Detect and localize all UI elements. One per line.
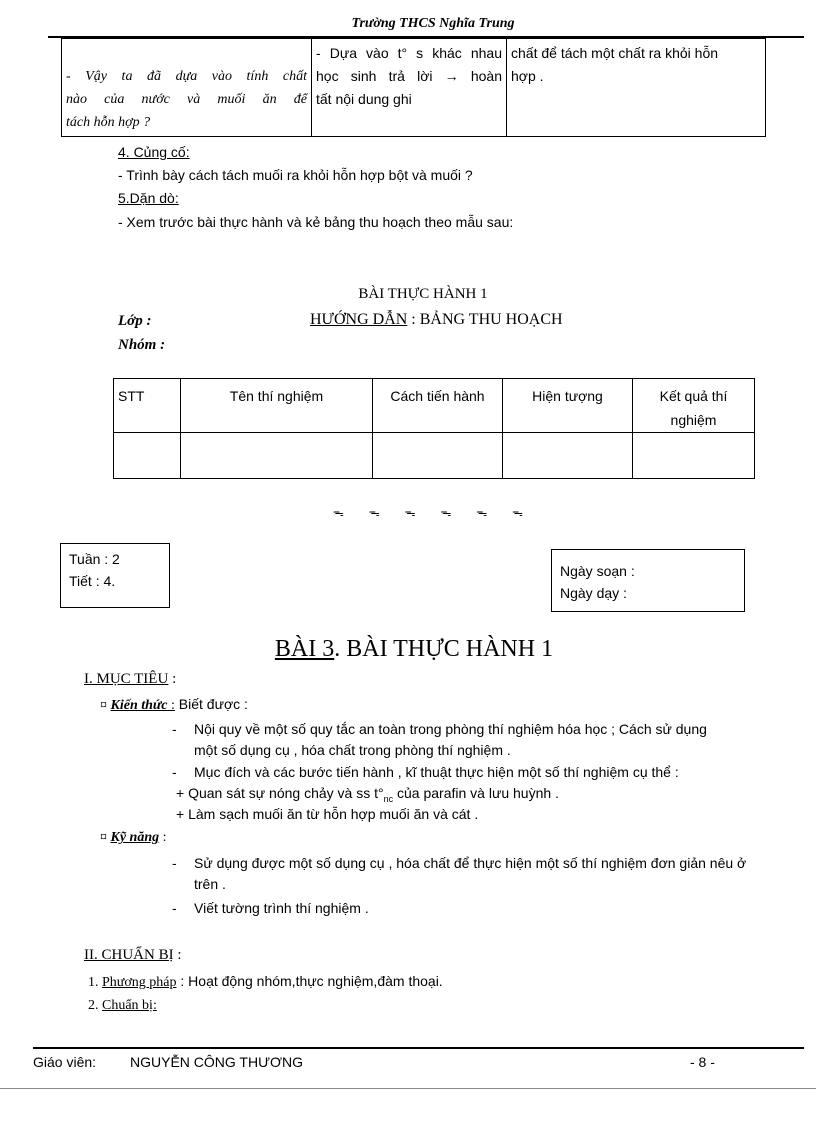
- question-line-2: nào của nước và muối ăn để: [66, 92, 307, 107]
- page-bottom-edge: [0, 1088, 816, 1089]
- report-col-name: Tên thí nghiệm: [181, 379, 373, 433]
- lesson-number: BÀI 3: [274, 636, 335, 662]
- page-header-school: Trường THCS Nghĩa Trung: [351, 16, 515, 31]
- dash-4: -: [172, 900, 177, 916]
- report-cell-empty: [633, 433, 755, 479]
- homework-item: - Xem trước bài thực hành và kẻ bảng thu hoạch theo mẫu sau:: [118, 214, 514, 230]
- knowledge-line: ¤ Kiến thức : Biết được :: [100, 696, 248, 713]
- student-line-2: học sinh trả lời → hoàn: [316, 68, 502, 84]
- page-number: - 8 -: [690, 1054, 715, 1070]
- activity-question-cell: [62, 39, 312, 137]
- knowledge-item-3: + Quan sát sự nóng chảy và ss $t^\circ_{nc}$ của parafin và lưu huỳnh .: [176, 785, 559, 804]
- skills-item-1-cont: trên .: [194, 876, 226, 892]
- teacher-label: Giáo viên:: [33, 1054, 97, 1070]
- report-col-method: Cách tiến hành: [373, 379, 503, 433]
- guide-label: HƯỚNG DẪN: [310, 311, 408, 328]
- homework-heading: 5.Dặn dò:: [118, 190, 179, 206]
- report-cell-empty: [181, 433, 373, 479]
- week-period-box: [60, 543, 170, 608]
- knowledge-item-2: Mục đích và các bước tiến hành , kĩ thuật thực hiện một số thí nghiệm cụ thể :: [194, 764, 679, 780]
- bullet-icon: ¤: [100, 830, 107, 845]
- practice-sheet-subtitle: [310, 311, 563, 329]
- practice-sheet-title: BÀI THỰC HÀNH 1: [358, 286, 488, 302]
- ornament-icon: ᯓ: [404, 507, 416, 519]
- materials-label: Chuẩn bị:: [102, 998, 157, 1013]
- teacher-name: NGUYỄN CÔNG THƯƠNG: [130, 1054, 304, 1070]
- prepared-date-label: Ngày soạn :: [560, 563, 635, 579]
- materials-line: 2. Chuẩn bị:: [88, 998, 157, 1013]
- lesson-title-rest: . BÀI THỰC HÀNH 1: [334, 636, 554, 662]
- activity-table: [61, 38, 766, 137]
- class-label: Lớp :: [118, 313, 152, 329]
- dash-2: -: [172, 764, 177, 780]
- method-label: Phương pháp: [102, 975, 177, 990]
- preparation-heading: II. CHUẨN BỊ :: [84, 947, 182, 963]
- consolidation-item: - Trình bày cách tách muối ra khỏi hỗn hợp bột và muối ?: [118, 167, 473, 183]
- report-cell-empty: [373, 433, 503, 479]
- method-line: 1. Phương pháp : Hoạt động nhóm,thực nghiệm,đàm thoại.: [88, 973, 443, 990]
- report-cell-empty: [114, 433, 181, 479]
- activity-student-cell: [312, 39, 507, 137]
- guide-rest: : BẢNG THU HOẠCH: [407, 311, 563, 328]
- taught-date-label: Ngày dạy :: [560, 585, 627, 601]
- footer-rule: [33, 1047, 804, 1049]
- period-text: Tiết : 4.: [69, 573, 116, 589]
- knowledge-item-4: + Làm sạch muối ăn từ hỗn hợp muối ăn và cát .: [176, 806, 479, 822]
- question-line-3: tách hỗn hợp ?: [66, 115, 151, 130]
- dash-1: -: [172, 721, 177, 737]
- knowledge-item-1: Nội quy về một số quy tắc an toàn trong phòng thí nghiệm hóa học ; Cách sử dụng: [194, 721, 707, 737]
- report-cell-empty: [503, 433, 633, 479]
- content-line-1: chất để tách một chất ra khỏi hỗn: [511, 45, 719, 61]
- decorative-divider: [333, 505, 523, 520]
- report-table: [113, 378, 755, 479]
- question-line-1: - Vậy ta đã dựa vào tính chất: [66, 69, 307, 84]
- ornament-icon: ᯓ: [333, 507, 344, 519]
- content-line-2: hợp .: [511, 68, 544, 84]
- knowledge-item-1-cont: một số dụng cụ , hóa chất trong phòng thí nghiệm .: [194, 742, 511, 758]
- skills-item-2: Viết tường trình thí nghiệm .: [194, 900, 369, 916]
- group-label: Nhóm :: [118, 337, 166, 353]
- skills-item-1: Sử dụng được một số dụng cụ , hóa chất để thực hiện một số thí nghiệm đơn giản nêu ở: [194, 855, 747, 871]
- skills-label: Kỹ năng: [110, 830, 160, 845]
- skills-line: ¤ Kỹ năng :: [100, 830, 167, 845]
- dash-3: -: [172, 855, 177, 871]
- ornament-icon: ᯓ: [512, 507, 523, 519]
- knowledge-label: Kiến thức: [110, 698, 168, 713]
- ornament-icon: ᯓ: [440, 507, 452, 519]
- report-col-result: Kết quả thí nghiệm: [633, 379, 755, 433]
- lesson-title: [0, 636, 816, 663]
- week-text: Tuần : 2: [69, 551, 120, 567]
- report-col-phenomenon: Hiện tượng: [503, 379, 633, 433]
- student-line-1: - Dựa vào t° s khác nhau: [316, 45, 502, 61]
- report-col-stt: STT: [114, 379, 181, 433]
- date-box: [551, 549, 745, 612]
- bullet-icon: ¤: [100, 698, 107, 713]
- student-line-3: tất nội dung ghi: [316, 91, 412, 107]
- ornament-icon: ᯓ: [368, 507, 380, 519]
- ornament-icon: ᯓ: [476, 507, 488, 519]
- objectives-heading: I. MỤC TIÊU :: [84, 671, 177, 687]
- activity-content-cell: [507, 39, 766, 137]
- consolidation-heading: 4. Củng cố:: [118, 144, 190, 160]
